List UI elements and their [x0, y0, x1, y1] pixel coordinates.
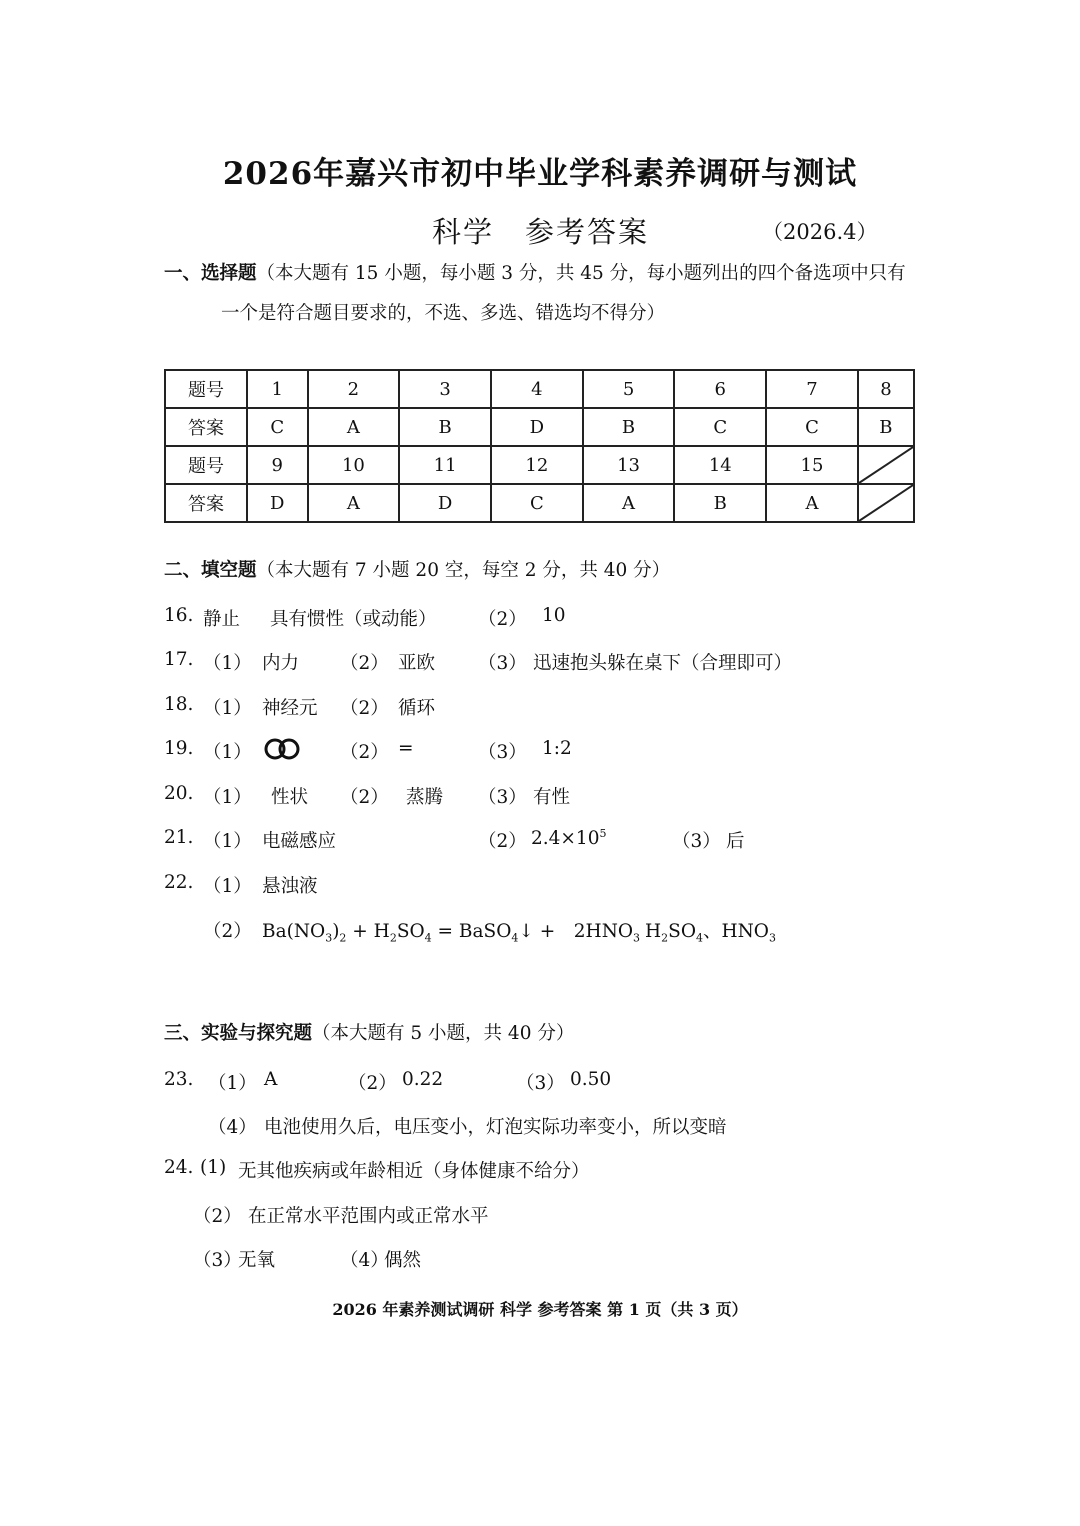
eq-part: Ba(NO	[262, 921, 326, 942]
q17-label-1: （1）	[203, 653, 252, 674]
q17-answer-1: 内力	[262, 653, 300, 674]
answer-cell: A	[308, 484, 400, 522]
section2-heading-line	[164, 556, 670, 582]
q24-answer-2: 在正常水平范围内或正常水平	[248, 1206, 489, 1227]
q23-answer-3: 0.50	[570, 1069, 612, 1090]
q22-number: 22.	[164, 872, 194, 893]
q20-label-1: （1）	[203, 787, 252, 808]
answer-cell: C	[491, 484, 583, 522]
q22-answer-2b	[645, 917, 776, 945]
table-row	[165, 484, 914, 522]
diagonal-line-icon	[859, 447, 913, 483]
empty-slash-cell	[858, 484, 914, 522]
table-row	[165, 408, 914, 446]
question-number: 8	[858, 370, 914, 408]
q16-answer-b: 具有惯性（或动能）	[270, 609, 437, 630]
row-label: 题号	[165, 370, 247, 408]
question-number: 9	[247, 446, 308, 484]
q23-label-2: （2）	[348, 1073, 397, 1094]
answer-cell: B	[399, 408, 491, 446]
answer-cell: B	[674, 484, 766, 522]
q17-label-2: （2）	[340, 653, 389, 674]
answer-cell: B	[858, 408, 914, 446]
q17-number: 17.	[164, 649, 194, 670]
q21-answer-3: 后	[726, 831, 745, 852]
row-label: 题号	[165, 446, 247, 484]
question-number: 6	[674, 370, 766, 408]
q18-label-2: （2）	[340, 698, 389, 719]
empty-slash-cell	[858, 446, 914, 484]
q16-label-c: （2）	[478, 609, 527, 630]
q21-label-3: （3）	[672, 831, 721, 852]
q21-label-2: （2）	[478, 831, 527, 852]
q22-label-2: （2）	[203, 921, 252, 942]
row-label: 答案	[165, 484, 247, 522]
two-overlapping-circles-icon	[264, 737, 300, 761]
q24-label-2: （2）	[193, 1206, 242, 1227]
page-subtitle: 科学 参考答案	[432, 215, 650, 249]
section2-heading: 二、填空题	[164, 560, 257, 581]
question-number: 7	[766, 370, 858, 408]
q18-label-1: （1）	[203, 698, 252, 719]
q23-number: 23.	[164, 1069, 194, 1090]
eq-sub: 4	[424, 931, 432, 945]
eq-part: SO	[396, 921, 425, 942]
q19-number: 19.	[164, 738, 194, 759]
page-title: 2026年嘉兴市初中毕业学科素养调研与测试	[222, 156, 858, 192]
question-number: 13	[583, 446, 675, 484]
q19-label-2: （2）	[340, 742, 389, 763]
q17-answer-2: 亚欧	[398, 653, 436, 674]
q20-answer-1: 性状	[271, 787, 309, 808]
eq-sub: 4	[511, 931, 519, 945]
eq-sub: 3	[633, 931, 641, 945]
q24-number: 24.	[164, 1157, 194, 1178]
q21-answer-2-base: 2.4×10	[531, 828, 600, 850]
q19-answer-2: =	[398, 738, 414, 759]
q19-answer-1	[264, 737, 300, 761]
eq-sub: 3	[325, 931, 333, 945]
q23-label-4: （4）	[208, 1117, 257, 1138]
q23-answer-2: 0.22	[402, 1069, 444, 1090]
section2-desc: （本大题有 7 小题 20 空，每空 2 分，共 40 分）	[256, 560, 671, 581]
section3-heading: 三、实验与探究题	[164, 1023, 313, 1044]
eq-part: = BaSO	[431, 921, 512, 942]
q20-number: 20.	[164, 783, 194, 804]
eq-part: H	[645, 921, 662, 942]
eq-part: + H	[346, 921, 390, 942]
q24-label-4: （4）	[340, 1250, 389, 1271]
q16-number: 16.	[164, 605, 194, 626]
q19-label-3: （3）	[478, 742, 527, 763]
eq-sub: 3	[768, 931, 776, 945]
q24-answer-1: 无其他疾病或年龄相近（身体健康不给分）	[238, 1161, 590, 1182]
q16-answer-c: 10	[542, 605, 566, 626]
eq-part: ↓ + 2HNO	[518, 921, 634, 942]
q23-label-1: （1）	[208, 1073, 257, 1094]
question-number: 2	[308, 370, 400, 408]
answer-cell: A	[308, 408, 400, 446]
answer-cell: A	[766, 484, 858, 522]
q23-answer-4: 电池使用久后，电压变小，灯泡实际功率变小，所以变暗	[264, 1117, 727, 1138]
eq-sub: 4	[695, 931, 703, 945]
answer-cell: C	[674, 408, 766, 446]
section3-heading-line	[164, 1019, 574, 1045]
q18-number: 18.	[164, 694, 194, 715]
section1-heading-line	[164, 259, 906, 285]
question-number: 1	[247, 370, 308, 408]
answer-table	[164, 369, 915, 523]
q24-answer-3: 无氧	[238, 1250, 276, 1271]
page-footer: 2026 年素养测试调研 科学 参考答案 第 1 页（共 3 页）	[332, 1300, 748, 1319]
answer-cell: C	[247, 408, 308, 446]
q22-answer-1: 悬浊液	[262, 876, 318, 897]
q20-answer-3: 有性	[533, 787, 571, 808]
q21-number: 21.	[164, 827, 194, 848]
section1-heading: 一、选择题	[164, 263, 257, 284]
exam-date: （2026.4）	[762, 220, 878, 244]
q17-answer-3: 迅速抱头躲在桌下（合理即可）	[533, 653, 793, 674]
question-number: 5	[583, 370, 675, 408]
row-label: 答案	[165, 408, 247, 446]
answer-cell: B	[583, 408, 675, 446]
answer-cell: D	[399, 484, 491, 522]
section1-desc-line1: （本大题有 15 小题，每小题 3 分，共 45 分，每小题列出的四个备选项中只有	[256, 263, 906, 284]
q20-label-3: （3）	[478, 787, 527, 808]
question-number: 15	[766, 446, 858, 484]
q18-answer-2: 循环	[398, 698, 436, 719]
q17-label-3: （3）	[478, 653, 527, 674]
question-number: 10	[308, 446, 400, 484]
section3-desc: （本大题有 5 小题，共 40 分）	[312, 1023, 575, 1044]
eq-part: )	[332, 921, 340, 942]
eq-part: 、HNO	[702, 921, 769, 942]
q19-label-1: （1）	[203, 742, 252, 763]
q20-answer-2: 蒸腾	[406, 787, 444, 808]
question-number: 4	[491, 370, 583, 408]
question-number: 14	[674, 446, 766, 484]
table-row	[165, 446, 914, 484]
question-number: 11	[399, 446, 491, 484]
answer-cell: D	[491, 408, 583, 446]
eq-part: SO	[668, 921, 696, 942]
q24-label-1: (1)	[200, 1157, 227, 1178]
section1-desc-line2: 一个是符合题目要求的，不选、多选、错选均不得分）	[221, 303, 666, 324]
answer-cell: D	[247, 484, 308, 522]
q24-label-3: （3）	[193, 1250, 242, 1271]
eq-sub: 2	[661, 931, 669, 945]
q22-label-1: （1）	[203, 876, 252, 897]
q22-equation	[262, 917, 640, 945]
q21-answer-2	[531, 827, 606, 849]
question-number: 12	[491, 446, 583, 484]
table-row	[165, 370, 914, 408]
answer-cell: A	[583, 484, 675, 522]
q23-label-3: （3）	[516, 1073, 565, 1094]
eq-sub: 2	[339, 931, 347, 945]
eq-sub: 2	[389, 931, 397, 945]
answer-cell: C	[766, 408, 858, 446]
q21-label-1: （1）	[203, 831, 252, 852]
q19-answer-3: 1:2	[542, 738, 572, 759]
question-number: 3	[399, 370, 491, 408]
q23-answer-1: A	[264, 1069, 278, 1090]
q24-answer-4: 偶然	[384, 1250, 422, 1271]
q18-answer-1: 神经元	[262, 698, 318, 719]
diagonal-line-icon	[859, 485, 913, 521]
q20-label-2: （2）	[340, 787, 389, 808]
q16-answer-a: 静止	[203, 609, 241, 630]
q21-answer-1: 电磁感应	[262, 831, 337, 852]
q21-answer-2-exponent: 5	[599, 827, 607, 840]
